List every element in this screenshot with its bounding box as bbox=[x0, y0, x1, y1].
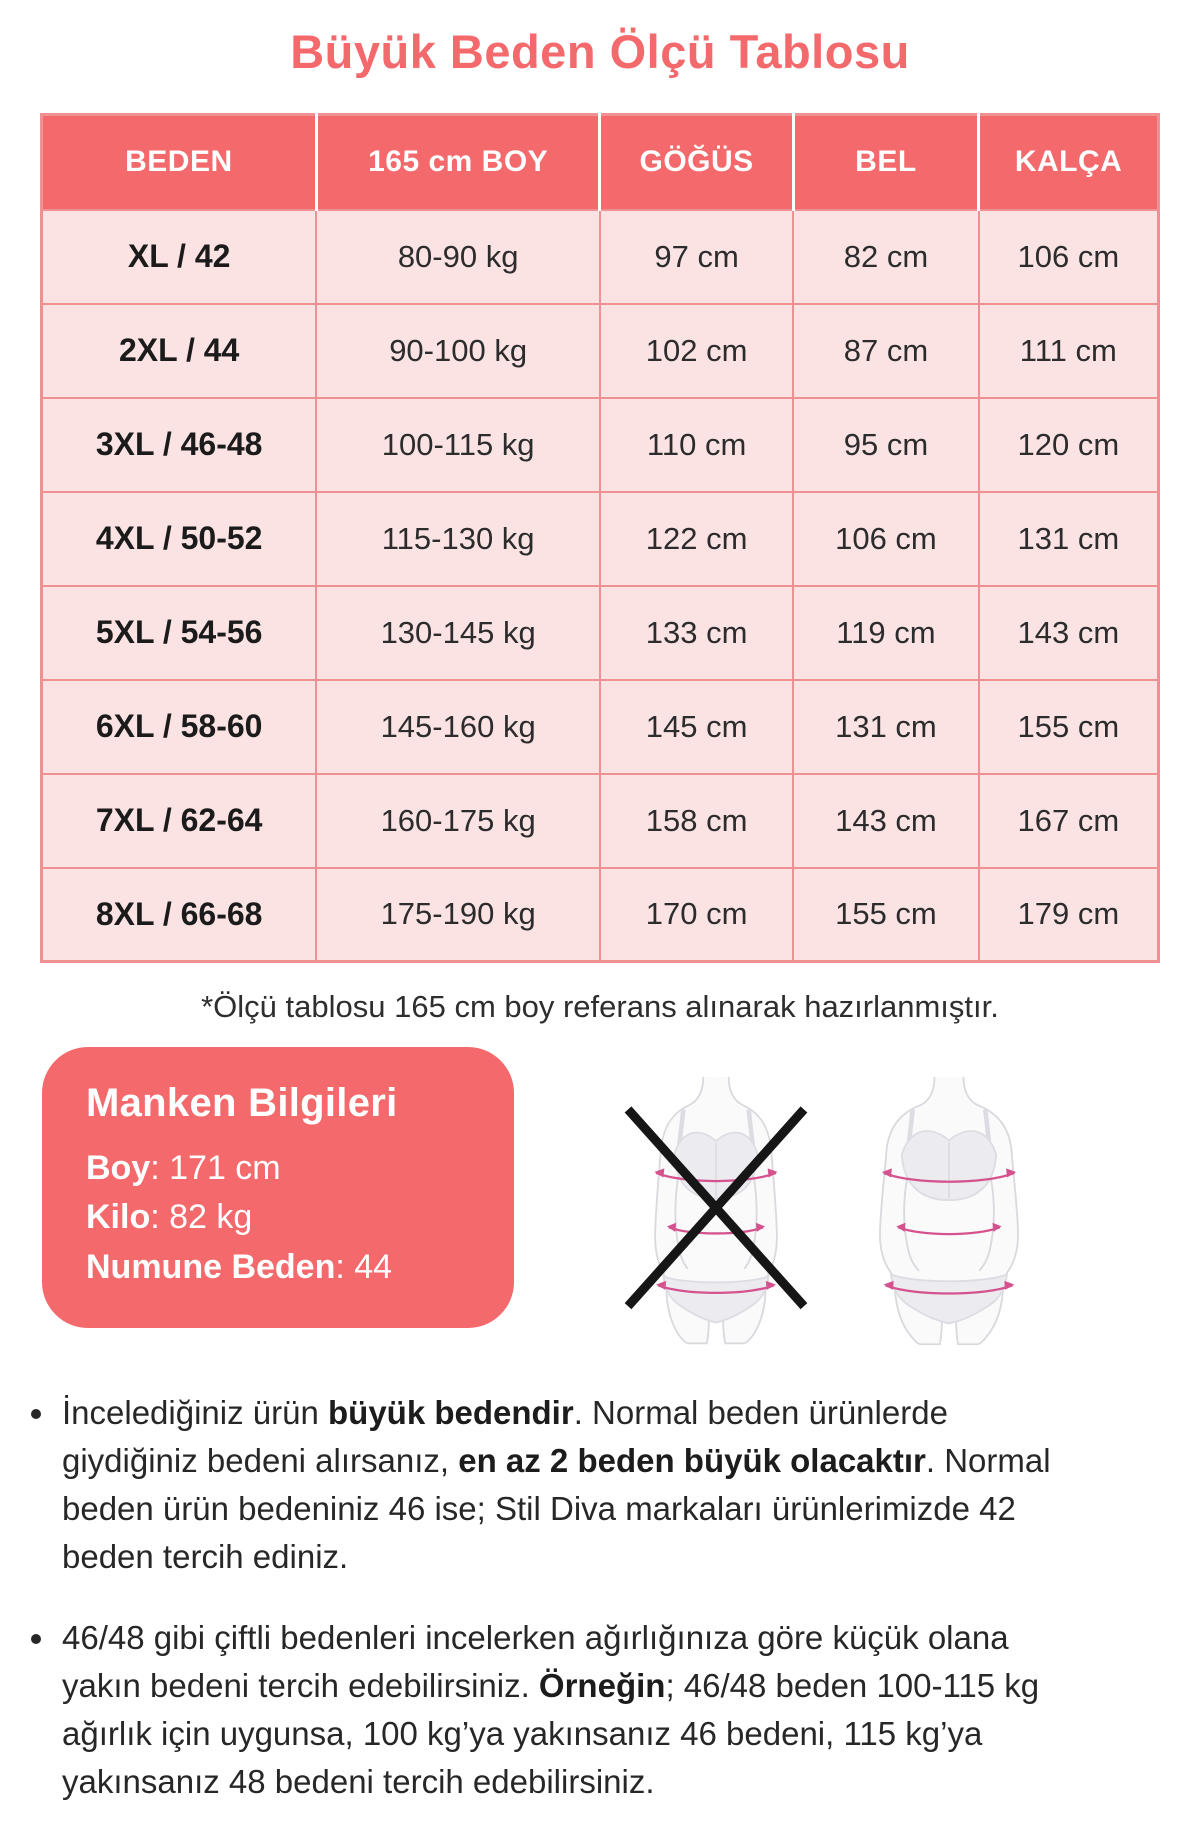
measurement-cell: 131 cm bbox=[793, 680, 978, 774]
measurement-cell: 160-175 kg bbox=[316, 774, 600, 868]
measurement-cell: 80-90 kg bbox=[316, 210, 600, 304]
model-info-field-label: Kilo bbox=[86, 1198, 151, 1237]
measurement-cell: 106 cm bbox=[979, 210, 1159, 304]
note-item: • İncelediğiniz ürün büyük bedendir. Normal beden ürünlerde giydiğiniz bedeni alırsanız, en az 2 beden büyük olacaktır. Normal beden ürün bedeniniz 46 ise; Stil Diva markaları ürünlerimizde 42 beden tercih ediniz. bbox=[58, 1389, 1078, 1580]
size-cell: 3XL / 46-48 bbox=[42, 398, 317, 492]
table-row bbox=[42, 398, 1159, 492]
measurement-cell: 115-130 kg bbox=[316, 492, 600, 586]
column-header: KALÇA bbox=[979, 115, 1159, 210]
table-footnote: *Ölçü tablosu 165 cm boy referans alınarak hazırlanmıştır. bbox=[201, 989, 999, 1024]
measurement-cell: 95 cm bbox=[793, 398, 978, 492]
size-guide-page bbox=[0, 24, 1200, 1824]
model-info-field: Kilo: 82 kg bbox=[86, 1198, 253, 1237]
column-header: 165 cm BOY bbox=[316, 115, 600, 210]
size-cell: 5XL / 54-56 bbox=[42, 586, 317, 680]
size-cell: 7XL / 62-64 bbox=[42, 774, 317, 868]
measurement-cell: 102 cm bbox=[600, 304, 793, 398]
measurement-cell: 106 cm bbox=[793, 492, 978, 586]
model-info-card bbox=[42, 1047, 514, 1328]
measurement-cell: 145 cm bbox=[600, 680, 793, 774]
size-table bbox=[40, 113, 1160, 963]
column-header: GÖĞÜS bbox=[600, 115, 793, 210]
model-info-title: Manken Bilgileri bbox=[86, 1081, 398, 1125]
model-info-field: Boy: 171 cm bbox=[86, 1149, 281, 1187]
measurement-cell: 155 cm bbox=[979, 680, 1159, 774]
size-cell: 8XL / 66-68 bbox=[42, 868, 317, 962]
measurement-cell: 100-115 kg bbox=[316, 398, 600, 492]
note-item: • 46/48 gibi çiftli bedenleri incelerken ağırlığınıza göre küçük olana yakın bedeni tercih edebilirsiniz. Örneğin; 46/48 beden 100-115 kg ağırlık için uygunsa, 100 kg’ya yakınsanız 46 bedeni, 115 kg’ya yakınsanız 48 bedeni tercih edebilirsiniz. bbox=[58, 1614, 1078, 1805]
size-cell: XL / 42 bbox=[42, 210, 317, 304]
measured-body-figure-icon bbox=[849, 1075, 1049, 1347]
measurement-cell: 120 cm bbox=[979, 398, 1159, 492]
measurement-cell: 170 cm bbox=[600, 868, 793, 962]
measurement-cell: 145-160 kg bbox=[316, 680, 600, 774]
measurement-cell: 110 cm bbox=[600, 398, 793, 492]
size-cell: 2XL / 44 bbox=[42, 304, 317, 398]
column-header: BEDEN bbox=[42, 115, 317, 210]
size-cell: 4XL / 50-52 bbox=[42, 492, 317, 586]
measurement-cell: 82 cm bbox=[793, 210, 978, 304]
measurement-cell: 158 cm bbox=[600, 774, 793, 868]
sizing-notes bbox=[58, 1389, 1150, 1806]
measurement-cell: 167 cm bbox=[979, 774, 1159, 868]
measurement-cell: 131 cm bbox=[979, 492, 1159, 586]
measurement-cell: 122 cm bbox=[600, 492, 793, 586]
measurement-cell: 143 cm bbox=[979, 586, 1159, 680]
model-info-field: Numune Beden: 44 bbox=[86, 1247, 393, 1286]
measurement-cell: 130-145 kg bbox=[316, 586, 600, 680]
model-info-field-label: Boy bbox=[86, 1149, 151, 1187]
table-row bbox=[42, 304, 1159, 398]
column-header: BEL bbox=[793, 115, 978, 210]
table-row bbox=[42, 774, 1159, 868]
table-row bbox=[42, 586, 1159, 680]
size-table-body bbox=[42, 210, 1159, 962]
measurement-figures bbox=[514, 1075, 1158, 1347]
table-row bbox=[42, 210, 1159, 304]
measurement-cell: 111 cm bbox=[979, 304, 1159, 398]
size-table-header-row bbox=[42, 115, 1159, 210]
model-info-section bbox=[0, 1047, 1200, 1347]
model-info-fields bbox=[86, 1144, 470, 1292]
measurement-cell: 179 cm bbox=[979, 868, 1159, 962]
model-info-field-label: Numune Beden bbox=[86, 1247, 336, 1286]
measurement-cell: 97 cm bbox=[600, 210, 793, 304]
measurement-cell: 90-100 kg bbox=[316, 304, 600, 398]
measurement-cell: 175-190 kg bbox=[316, 868, 600, 962]
measurement-cell: 155 cm bbox=[793, 868, 978, 962]
crossed-out-body-figure-icon bbox=[623, 1075, 809, 1347]
table-row bbox=[42, 492, 1159, 586]
measurement-cell: 133 cm bbox=[600, 586, 793, 680]
measurement-cell: 87 cm bbox=[793, 304, 978, 398]
size-cell: 6XL / 58-60 bbox=[42, 680, 317, 774]
table-row bbox=[42, 868, 1159, 962]
measurement-cell: 143 cm bbox=[793, 774, 978, 868]
page-title: Büyük Beden Ölçü Tablosu bbox=[290, 25, 910, 78]
table-row bbox=[42, 680, 1159, 774]
measurement-cell: 119 cm bbox=[793, 586, 978, 680]
